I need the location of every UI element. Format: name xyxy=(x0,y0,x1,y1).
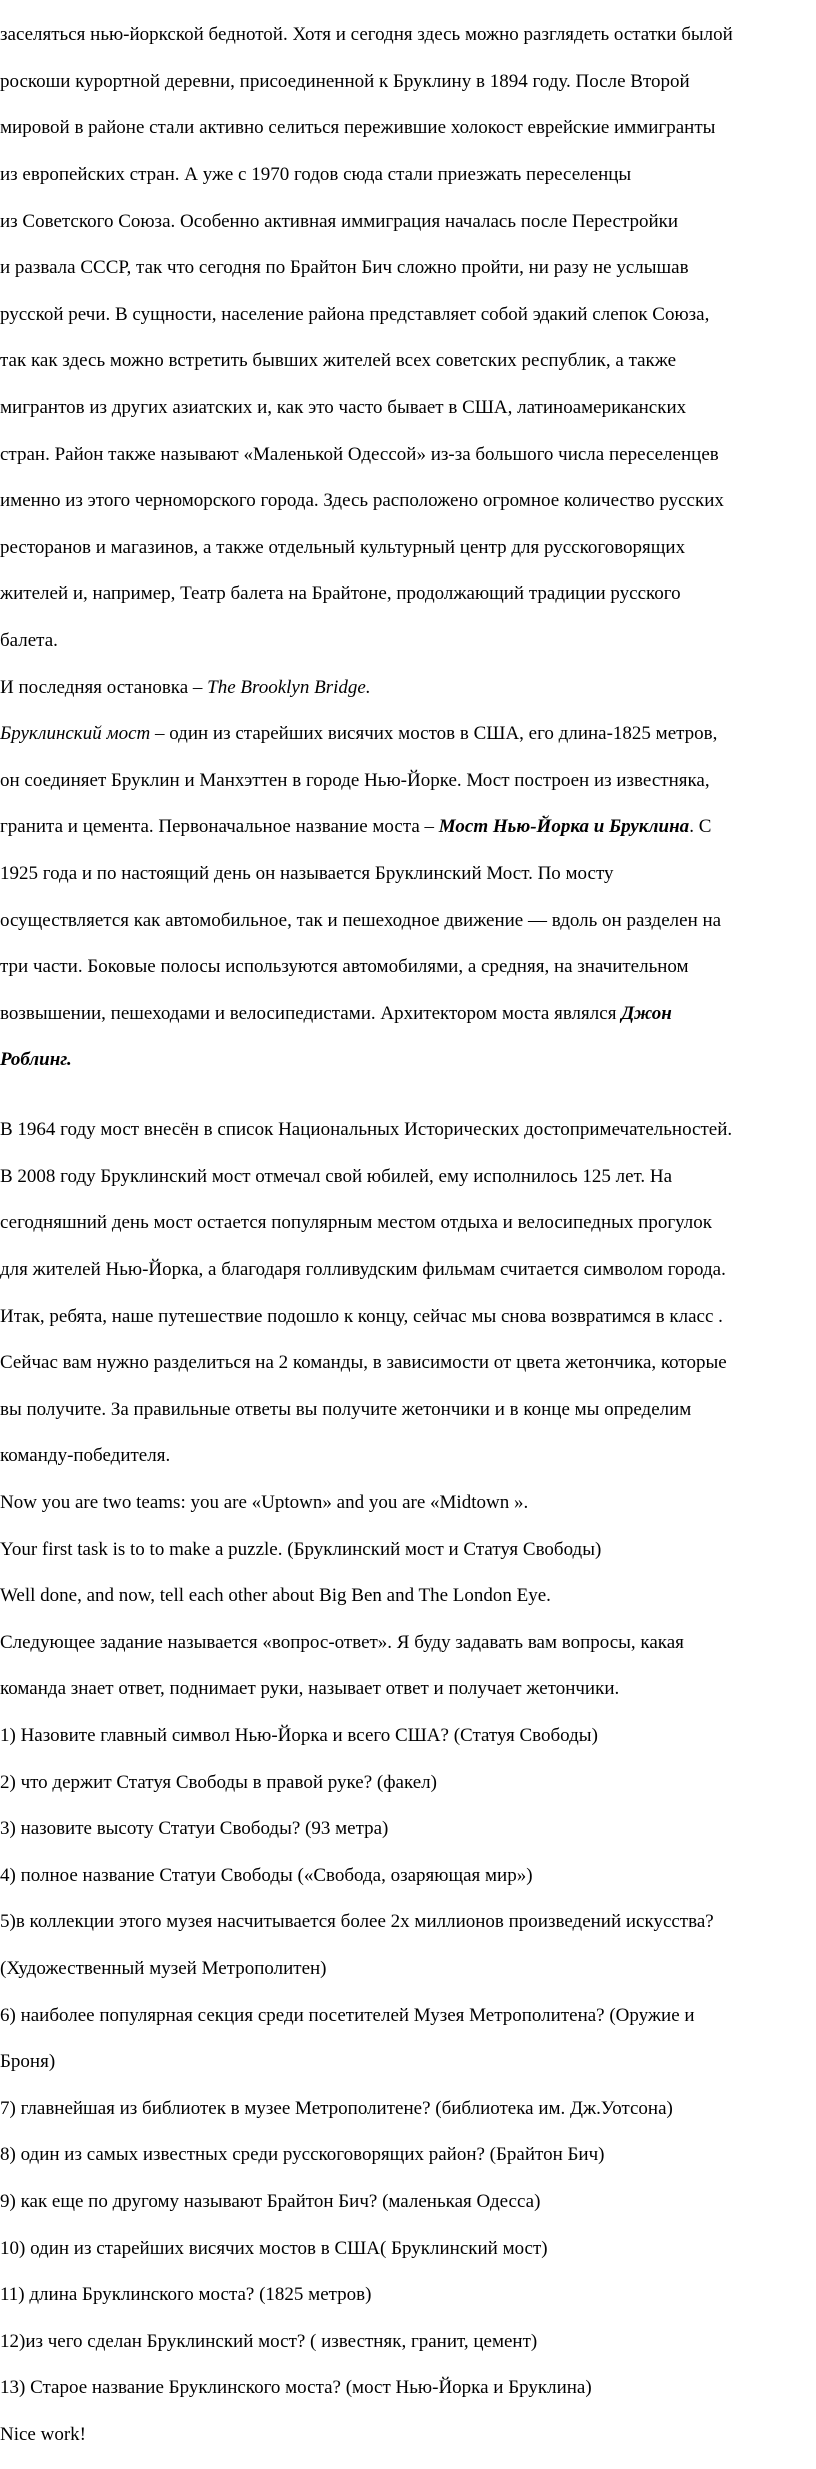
text-line: ресторанов и магазинов, а также отдельный культурный центр для русскоговорящих xyxy=(0,536,686,558)
quiz-item: 7) главнейшая из библиотек в музее Метрополитене? (библиотека им. Дж.Уотсона) xyxy=(0,2097,673,2119)
text-line: команда знает ответ, поднимает руки, называет ответ и получает жетончики. xyxy=(0,1678,620,1700)
text-line: осуществляется как автомобильное, так и пешеходное движение — вдоль он разделен на xyxy=(0,909,722,931)
last-stop-line xyxy=(0,676,808,699)
text-line: сегодняшний день мост остается популярным местом отдыха и велосипедных прогулок xyxy=(0,1212,712,1234)
bridge-term: Бруклинский мост xyxy=(0,723,151,745)
bridge-paragraph xyxy=(0,699,808,1095)
text-line: команду-победителя. xyxy=(0,1445,171,1467)
text-line: заселяться нью-йоркской беднотой. Хотя и сегодня здесь можно разглядеть остатки былой xyxy=(0,24,733,46)
closing-line: Nice work! xyxy=(0,2423,86,2445)
text-line: . С xyxy=(689,816,712,838)
text-line: Now you are two teams: you are «Uptown» and you are «Midtown ». xyxy=(0,1492,529,1513)
text-line: возвышении, пешеходами и велосипедистами. Архитектором моста являлся xyxy=(0,1002,622,1024)
text-line: жителей и, например, Театр балета на Брайтоне, продолжающий традиции русского xyxy=(0,583,681,605)
brighton-paragraph xyxy=(0,0,808,676)
text-line: В 2008 году Бруклинский мост отмечал свой юбилей, ему исполнилось 125 лет. На xyxy=(0,1165,673,1187)
text-line: так как здесь можно встретить бывших жителей всех советских республик, а также xyxy=(0,350,677,372)
quiz-item: 1) Назовите главный символ Нью-Йорка и всего США? (Статуя Свободы) xyxy=(0,1724,598,1746)
quiz-item: Броня) xyxy=(0,2051,56,2073)
text-line: и развала СССР, так что сегодня по Брайтон Бич сложно пройти, ни разу не услышав xyxy=(0,257,689,279)
text-line: мировой в районе стали активно селиться пережившие холокост еврейские иммигранты xyxy=(0,117,716,139)
text-line: Well done, and now, tell each other about Big Ben and The London Eye. xyxy=(0,1585,551,1607)
text-line: три части. Боковые полосы используются автомобилями, а средняя, на значительном xyxy=(0,956,689,978)
quiz-item: (Художественный музей Метрополитен) xyxy=(0,1957,327,1979)
quiz-item: 10) один из старейших висячих мостов в США( Бруклинский мост) xyxy=(0,2237,548,2259)
quiz-item: 2) что держит Статуя Свободы в правой руке? (факел) xyxy=(0,1771,437,1793)
text-line: балета. xyxy=(0,630,58,652)
text-line: русской речи. В сущности, население района представляет собой эдакий слепок Союза, xyxy=(0,303,710,325)
quiz-item: 4) полное название Статуи Свободы («Свобода, озаряющая мир») xyxy=(0,1864,533,1886)
text-line: для жителей Нью-Йорка, а благодаря голливудским фильмам считается символом города. xyxy=(0,1259,726,1281)
architect-name: Джон xyxy=(621,1002,672,1024)
quiz-item: 9) как еще по другому называют Брайтон Бич? (маленькая Одесса) xyxy=(0,2190,541,2212)
last-stop-name: The Brooklyn Bridge. xyxy=(207,676,371,698)
text-line: стран. Район также называют «Маленькой Одессой» из-за большого числа переселенцев xyxy=(0,443,719,465)
quiz-item: 6) наиболее популярная секция среди посетителей Музея Метрополитена? (Оружие и xyxy=(0,2004,695,2026)
last-stop-prefix: И последняя остановка – xyxy=(0,676,208,698)
bridge-old-name: Мост Нью-Йорка и Бруклина xyxy=(438,816,690,838)
text-line: гранита и цемента. Первоначальное название моста – xyxy=(0,816,439,838)
quiz-item: 3) назовите высоту Статуи Свободы? (93 метра) xyxy=(0,1818,389,1840)
quiz-item: 12)из чего сделан Бруклинский мост? ( известняк, гранит, цемент) xyxy=(0,2330,538,2352)
history-and-quiz xyxy=(0,1095,808,2469)
text-line: В 1964 году мост внесён в список Национальных Исторических достопримечательностей. xyxy=(0,1119,733,1141)
text-line: роскоши курортной деревни, присоединенной к Бруклину в 1894 году. После Второй xyxy=(0,70,690,92)
quiz-item: 11) длина Бруклинского моста? (1825 метров) xyxy=(0,2284,372,2306)
text-line: – один из старейших висячих мостов в США, его длина-1825 метров, xyxy=(150,723,718,745)
text-line: Сейчас вам нужно разделиться на 2 команды, в зависимости от цвета жетончика, которые xyxy=(0,1352,727,1374)
text-line: именно из этого черноморского города. Здесь расположено огромное количество русских xyxy=(0,490,724,512)
text-line: вы получите. За правильные ответы вы получите жетончики и в конце мы определим xyxy=(0,1398,692,1420)
quiz-item: 13) Старое название Бруклинского моста? (мост Нью-Йорка и Бруклина) xyxy=(0,2377,592,2399)
quiz-item: 8) один из самых известных среди русскоговорящих район? (Брайтон Бич) xyxy=(0,2144,605,2166)
text-line: из Советского Союза. Особенно активная иммиграция началась после Перестройки xyxy=(0,210,679,232)
text-line: Следующее задание называется «вопрос-ответ». Я буду задавать вам вопросы, какая xyxy=(0,1631,684,1653)
text-line: он соединяет Бруклин и Манхэттен в городе Нью-Йорке. Мост построен из известняка, xyxy=(0,769,710,791)
text-line: Your first task is to to make a puzzle. (Бруклинский мост и Статуя Свободы) xyxy=(0,1538,602,1560)
text-line: 1925 года и по настоящий день он называется Бруклинский Мост. По мосту xyxy=(0,862,614,884)
text-line: из европейских стран. А уже с 1970 годов сюда стали приезжать переселенцы xyxy=(0,164,632,186)
architect-surname: Роблинг. xyxy=(0,1049,72,1071)
text-line: Итак, ребята, наше путешествие подошло к концу, сейчас мы снова возвратимся в класс . xyxy=(0,1305,723,1327)
quiz-item: 5)в коллекции этого музея насчитывается более 2х миллионов произведений искусства? xyxy=(0,1911,714,1933)
text-line: мигрантов из других азиатских и, как это часто бывает в США, латиноамериканских xyxy=(0,397,687,419)
